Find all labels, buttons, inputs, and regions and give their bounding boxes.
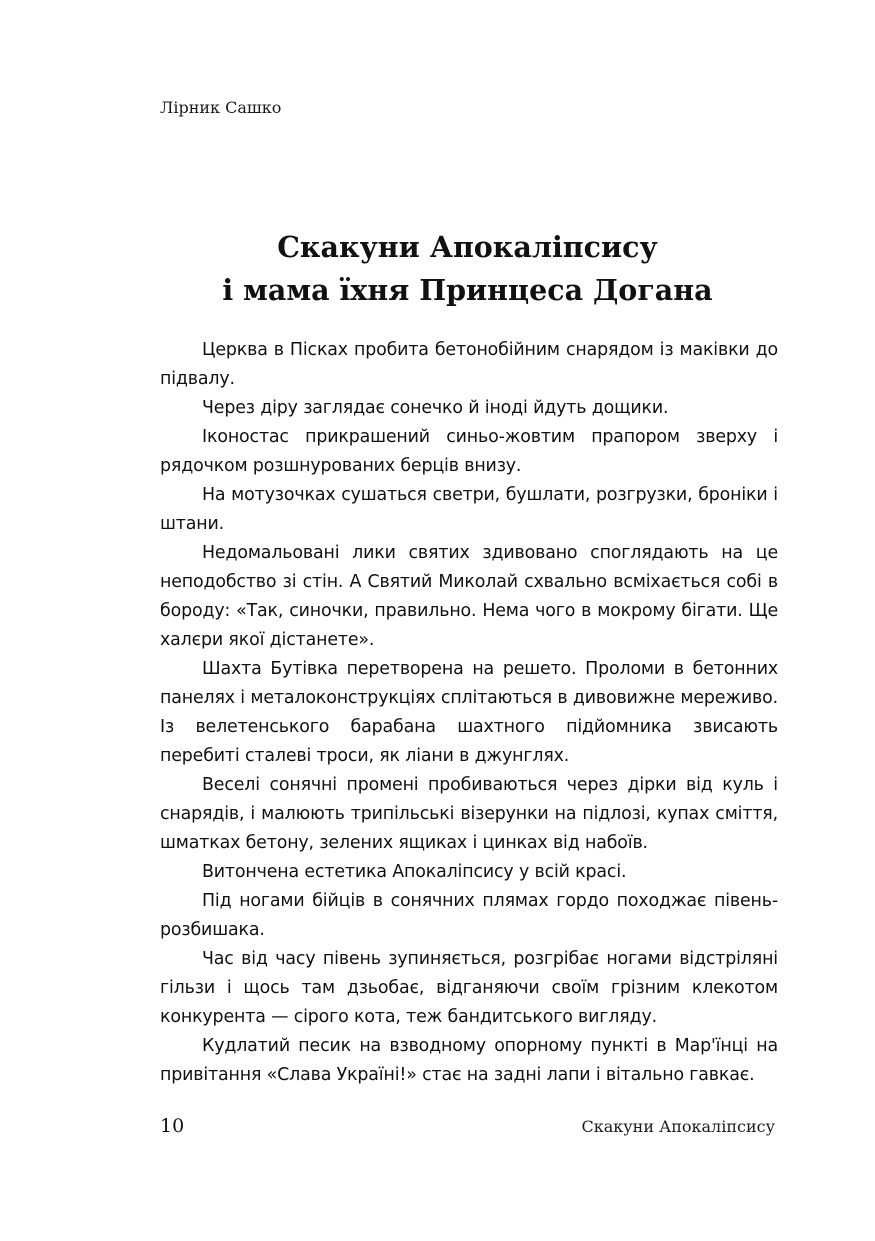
- paragraph: Шахта Бутівка перетворена на решето. Проломи в бетонних панелях і металоконструкціях сплітаються в дивовижне мереживо. Із велетенського барабана шахтного підйомника звисають перебиті сталеві троси, як ліани в джунглях.: [160, 659, 778, 766]
- chapter-title: [160, 226, 775, 312]
- paragraph: Веселі сонячні промені пробиваються через дірки від куль і снарядів, і малюють трипільські візерунки на підлозі, купах сміття, шматках бетону, зелених ящиках і цинках від набоїв.: [160, 775, 778, 853]
- chapter-title-line-1: Скакуни Апокаліпсису: [277, 230, 658, 264]
- paragraph: Витончена естетика Апокаліпсису у всій красі.: [202, 862, 627, 882]
- running-foot-section-title: Скакуни Апокаліпсису: [581, 1117, 775, 1136]
- running-head-author: Лірник Сашко: [160, 98, 282, 117]
- paragraph: Кудлатий песик на взводному опорному пункті в Мар'їнці на привітання «Слава Україні!» стає на задні лапи і вітально гавкає.: [160, 1036, 778, 1085]
- page-number: 10: [160, 1115, 185, 1137]
- paragraph: Іконостас прикрашений синьо-жовтим прапором зверху і рядочком розшнурованих берців внизу.: [160, 427, 778, 476]
- paragraph: Церква в Пісках пробита бетонобійним снарядом із маківки до підвалу.: [160, 340, 778, 389]
- paragraph: На мотузочках сушаться светри, бушлати, розгрузки, броніки і штани.: [160, 485, 778, 534]
- paragraph: Час від часу півень зупиняється, розгрібає ногами відстріляні гільзи і щось там дзьобає, відганяючи своїм грізним клекотом конкурента — сірого кота, теж бандитського вигляду.: [160, 949, 778, 1027]
- chapter-title-line-2: і мама їхня Принцеса Догана: [222, 273, 713, 307]
- body-text: [160, 336, 778, 1090]
- paragraph: Через діру заглядає сонечко й іноді йдуть дощики.: [202, 398, 669, 418]
- paragraph: Під ногами бійців в сонячних плямах гордо походжає півень-розбишака.: [160, 891, 778, 940]
- paragraph: Недомальовані лики святих здивовано споглядають на це неподобство зі стін. А Святий Миколай схвально всміхається собі в бороду: «Так, синочки, правильно. Нема чого в мокрому бігати. Ще халєри якої дістанете».: [160, 543, 778, 650]
